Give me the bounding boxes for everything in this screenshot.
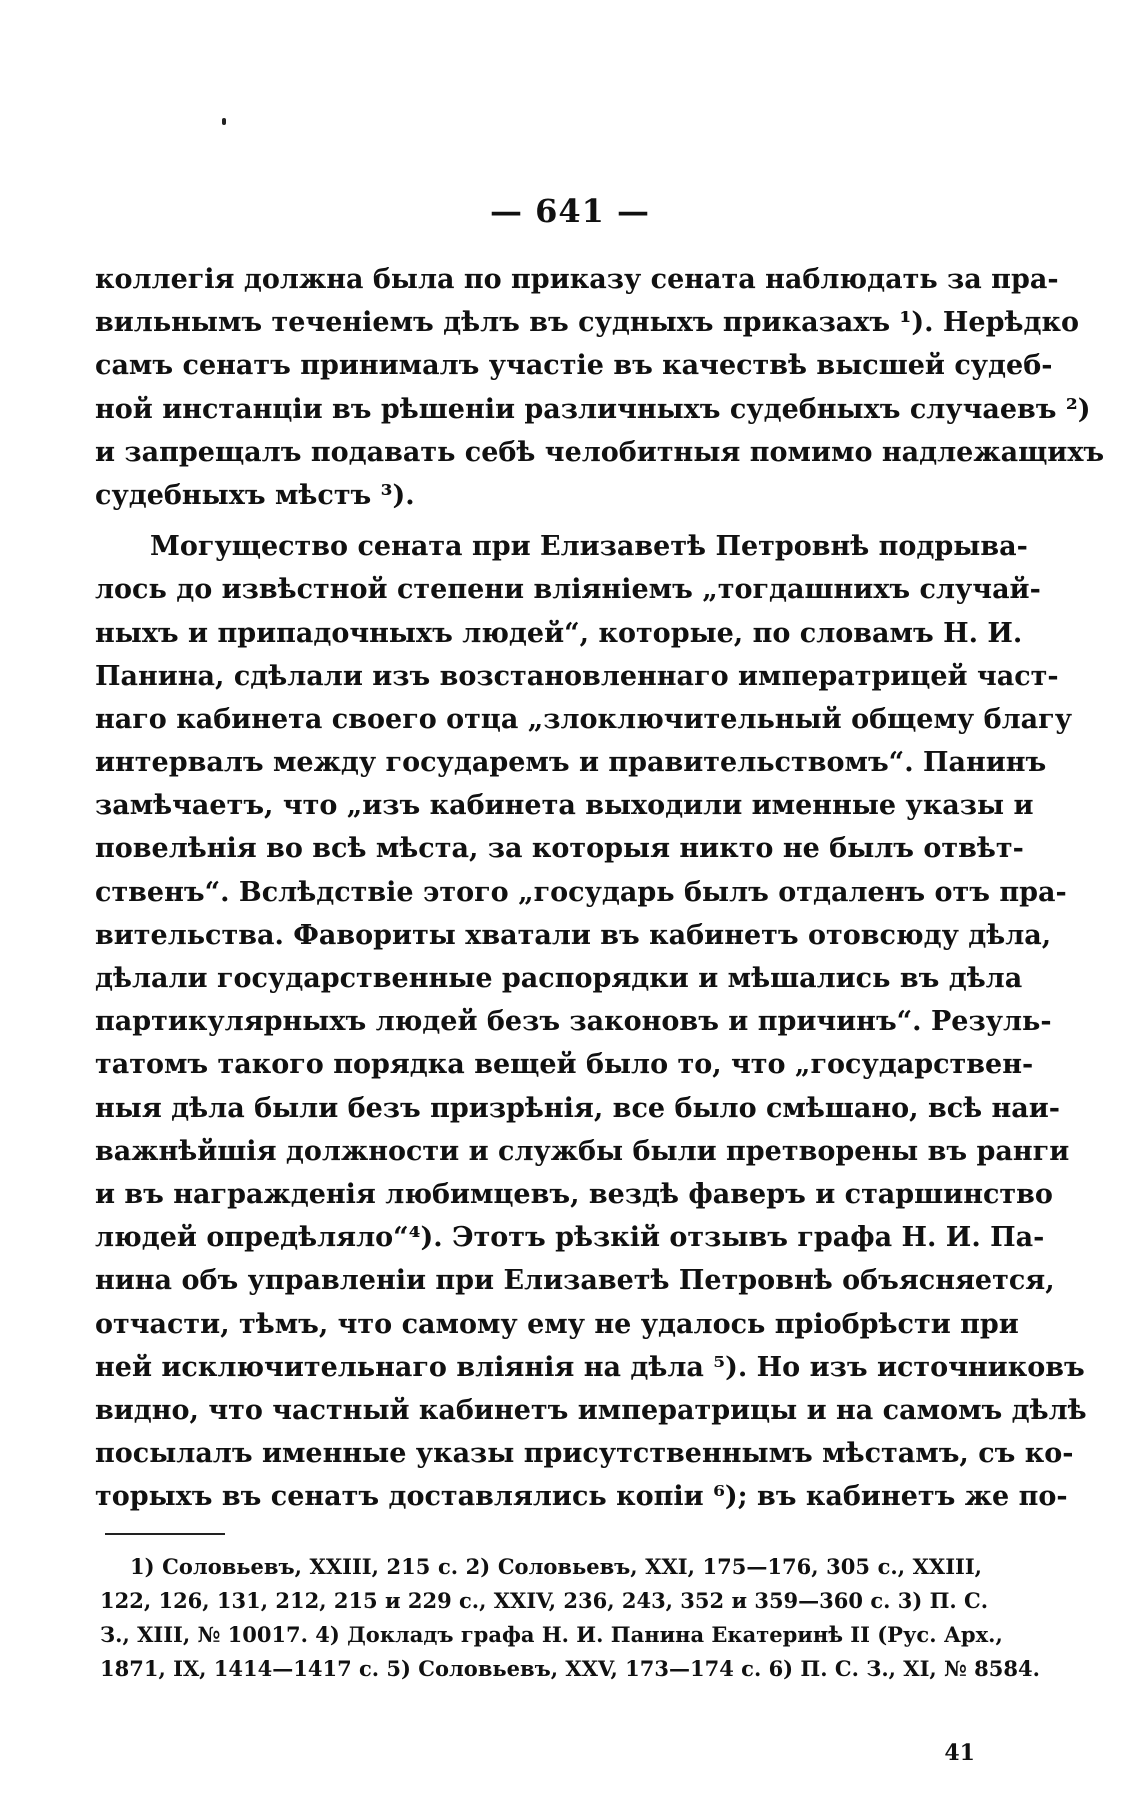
footnote-line: 1871, IX, 1414—1417 с. 5) Соловьевъ, XXV, 173—174 с. 6) П. С. З., XI, № 8584. — [100, 1656, 1040, 1681]
text-line: интервалъ между государемъ и правительствомъ“. Панинъ — [95, 747, 1047, 779]
footnote-line: 1) Соловьевъ, XXIII, 215 с. 2) Соловьевъ, XXI, 175—176, 305 с., XXIII, — [130, 1554, 982, 1579]
text-line: и въ награжденія любимцевъ, вездѣ фаверъ и старшинство — [95, 1178, 1053, 1210]
text-line: нина объ управленіи при Елизаветѣ Петровнѣ объясняется, — [95, 1265, 1055, 1297]
text-line: наго кабинета своего отца „злоключительный общему благу — [95, 703, 1072, 735]
text-line: ныхъ и припадочныхъ людей“, которые, по словамъ Н. И. — [95, 617, 1023, 649]
text-line: ныя дѣла были безъ призрѣнія, все было смѣшано, всѣ наи- — [95, 1092, 1061, 1124]
footnotes — [100, 1550, 1040, 1686]
text-line: видно, что частный кабинетъ императрицы и на самомъ дѣлѣ — [95, 1394, 1087, 1426]
text-line: Панина, сдѣлали изъ возстановленнаго императрицей част- — [95, 660, 1059, 692]
scan-speck — [222, 118, 226, 125]
text-line: повелѣнія во всѣ мѣста, за которыя никто не былъ отвѣт- — [95, 833, 1024, 865]
footnote-line: З., XIII, № 10017. 4) Докладъ графа Н. И. Панина Екатеринѣ II (Рус. Арх., — [100, 1622, 1003, 1647]
text-line: посылалъ именные указы присутственнымъ мѣстамъ, съ ко- — [95, 1438, 1074, 1470]
signature-mark: 41 — [944, 1740, 975, 1766]
text-line: коллегія должна была по приказу сената наблюдать за пра- — [95, 264, 1059, 295]
footnote-line: 122, 126, 131, 212, 215 и 229 с., XXIV, 236, 243, 352 и 359—360 с. 3) П. С. — [100, 1588, 989, 1613]
text-line: ственъ“. Вслѣдствіе этого „государь былъ отдаленъ отъ пра- — [95, 876, 1067, 908]
page-number: — 641 — — [489, 192, 651, 230]
text-line: торыхъ въ сенатъ доставлялись копіи ⁶); въ кабинетъ же по- — [95, 1481, 1068, 1513]
text-line: ной инстанціи въ рѣшеніи различныхъ судебныхъ случаевъ ²) — [95, 393, 1091, 425]
footnote-divider — [105, 1533, 225, 1535]
text-line: важнѣйшія должности и службы были претворены въ ранги — [95, 1135, 1070, 1167]
text-line: самъ сенатъ принималъ участіе въ качествѣ высшей судеб- — [95, 350, 1053, 382]
text-line: замѣчаетъ, что „изъ кабинета выходили именные указы и — [95, 790, 1034, 822]
text-line: ней исключительнаго вліянія на дѣла ⁵). Но изъ источниковъ — [95, 1351, 1085, 1383]
text-line: Могущество сената при Елизаветѣ Петровнѣ подрыва- — [150, 531, 1028, 563]
text-line: вильнымъ теченіемъ дѣлъ въ судныхъ приказахъ ¹). Нерѣдко — [95, 307, 1079, 339]
text-line: отчасти, тѣмъ, что самому ему не удалось пріобрѣсти при — [95, 1308, 1019, 1340]
text-line: дѣлали государственные распорядки и мѣшались въ дѣла — [95, 963, 1023, 994]
text-line: лось до извѣстной степени вліяніемъ „тогдашнихъ случай- — [95, 574, 1041, 606]
text-line: партикулярныхъ людей безъ законовъ и причинъ“. Резуль- — [95, 1006, 1052, 1038]
text-line: и запрещалъ подавать себѣ челобитныя помимо надлежащихъ — [95, 436, 1105, 468]
text-line: татомъ такого порядка вещей было то, что „государствен- — [95, 1049, 1034, 1081]
text-line: вительства. Фавориты хватали въ кабинетъ отовсюду дѣла, — [95, 919, 1052, 951]
main-text — [95, 258, 1105, 1518]
text-line: судебныхъ мѣстъ ³). — [95, 479, 415, 511]
text-line: людей опредѣляло“⁴). Этотъ рѣзкій отзывъ графа Н. И. Па- — [95, 1222, 1045, 1254]
